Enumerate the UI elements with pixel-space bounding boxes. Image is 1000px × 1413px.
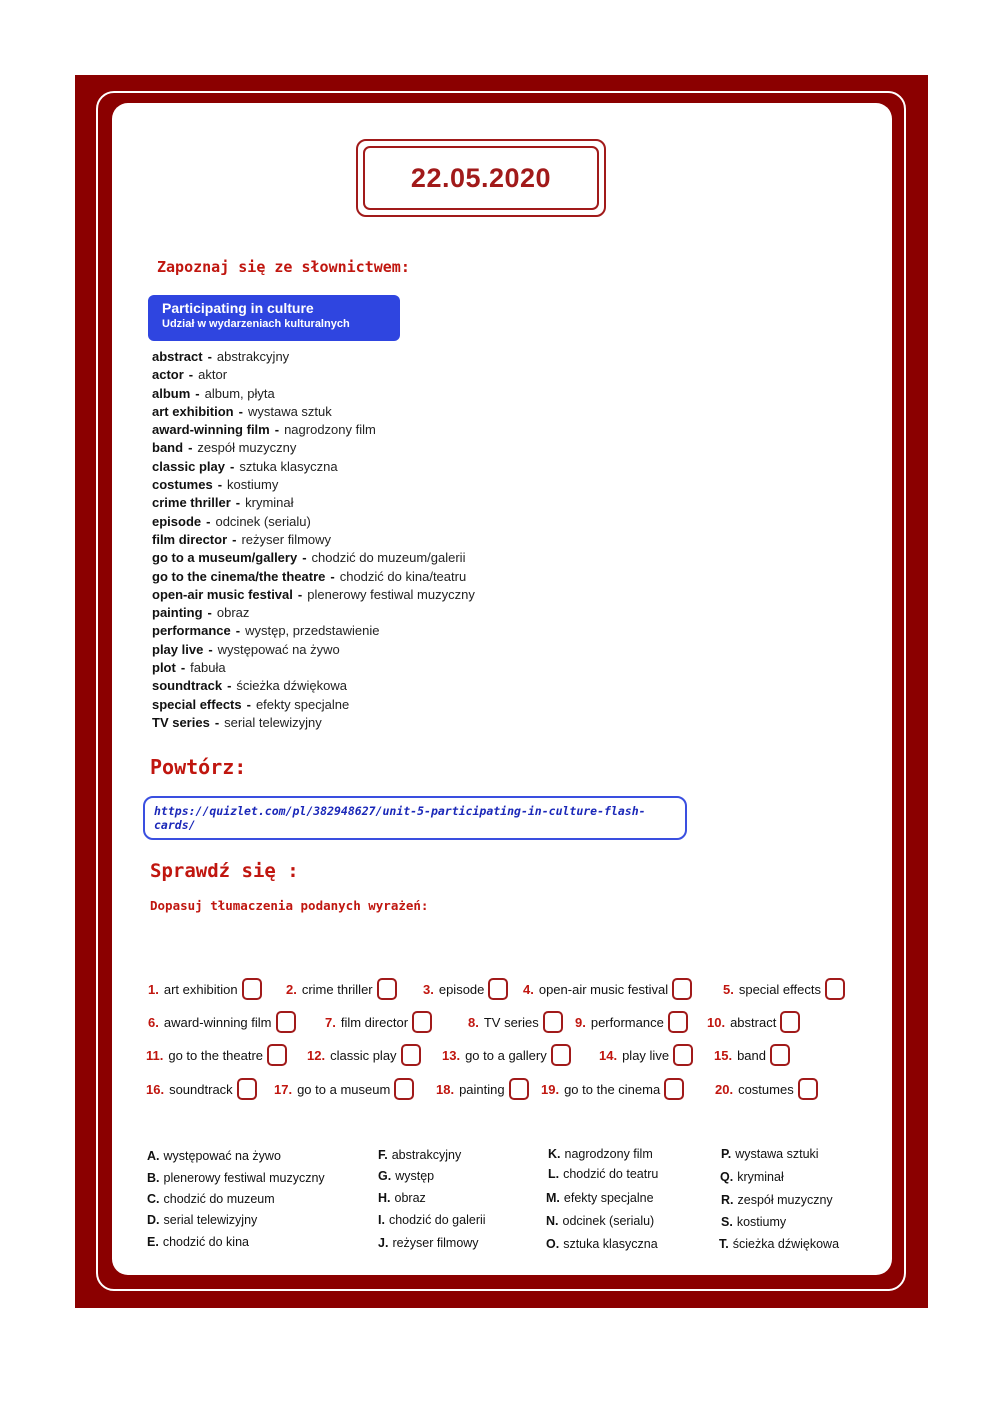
exercise-item-9: 9. performance — [575, 1011, 688, 1033]
vocab-item: open-air music festival - plenerowy festiwal muzyczny — [152, 586, 475, 602]
exercise-item-12: 12. classic play — [307, 1044, 421, 1066]
answer-checkbox[interactable] — [543, 1011, 563, 1033]
vocab-item: band - zespół muzyczny — [152, 440, 297, 456]
answer-checkbox[interactable] — [672, 978, 692, 1000]
vocab-item: crime thriller - kryminał — [152, 495, 294, 511]
vocab-banner-title: Participating in culture — [162, 300, 314, 316]
vocab-item: TV series - serial telewizyjny — [152, 714, 322, 730]
answer-option-o: O. sztuka klasyczna — [546, 1237, 658, 1251]
answer-checkbox[interactable] — [770, 1044, 790, 1066]
vocab-item: go to the cinema/the theatre - chodzić do kina/teatru — [152, 568, 467, 584]
answer-checkbox[interactable] — [551, 1044, 571, 1066]
answer-checkbox[interactable] — [412, 1011, 432, 1033]
date-box — [356, 139, 606, 217]
vocab-item: award-winning film - nagrodzony film — [152, 422, 376, 438]
answer-checkbox[interactable] — [276, 1011, 296, 1033]
vocab-item: actor - aktor — [152, 367, 228, 383]
quizlet-link[interactable]: https://quizlet.com/pl/382948627/unit-5-participating-in-culture-flash-cards/ — [154, 804, 646, 832]
repeat-heading: Powtórz: — [150, 755, 247, 779]
quizlet-link-box[interactable] — [143, 796, 687, 840]
answer-option-c: C. chodzić do muzeum — [147, 1192, 275, 1206]
answer-option-m: M. efekty specjalne — [546, 1191, 654, 1205]
exercise-item-10: 10. abstract — [707, 1011, 800, 1033]
answer-option-q: Q. kryminał — [720, 1170, 784, 1184]
exercise-item-2: 2. crime thriller — [286, 978, 397, 1000]
answer-option-k: K. nagrodzony film — [548, 1147, 653, 1161]
vocab-item: performance - występ, przedstawienie — [152, 623, 380, 639]
answer-option-e: E. chodzić do kina — [147, 1235, 249, 1249]
answer-option-j: J. reżyser filmowy — [378, 1236, 479, 1250]
exercise-item-4: 4. open-air music festival — [523, 978, 692, 1000]
answer-option-s: S. kostiumy — [721, 1215, 787, 1229]
answer-checkbox[interactable] — [377, 978, 397, 1000]
answer-checkbox[interactable] — [798, 1078, 818, 1100]
answer-checkbox[interactable] — [401, 1044, 421, 1066]
answer-checkbox[interactable] — [237, 1078, 257, 1100]
vocab-banner-subtitle: Udział w wydarzeniach kulturalnych — [162, 318, 350, 330]
vocab-list — [152, 348, 475, 732]
exercise-item-11: 11. go to the theatre — [146, 1044, 287, 1066]
exercise-item-7: 7. film director — [325, 1011, 432, 1033]
exercise-item-17: 17. go to a museum — [274, 1078, 414, 1100]
exercise-item-18: 18. painting — [436, 1078, 529, 1100]
exercise-item-19: 19. go to the cinema — [541, 1078, 684, 1100]
answer-checkbox[interactable] — [668, 1011, 688, 1033]
vocab-item: episode - odcinek (serialu) — [152, 513, 311, 529]
answer-option-i: I. chodzić do galerii — [378, 1213, 486, 1227]
vocab-item: classic play - sztuka klasyczna — [152, 458, 338, 474]
date-label: 22.05.2020 — [410, 162, 552, 193]
answer-option-g: G. występ — [378, 1169, 435, 1183]
answer-checkbox[interactable] — [267, 1044, 287, 1066]
exercise-item-15: 15. band — [714, 1044, 790, 1066]
answer-option-t: T. ścieżka dźwiękowa — [719, 1237, 840, 1251]
answer-option-h: H. obraz — [378, 1191, 426, 1205]
vocab-banner — [148, 295, 400, 341]
exercise-item-16: 16. soundtrack — [146, 1078, 257, 1100]
vocab-item: art exhibition - wystawa sztuk — [152, 403, 332, 419]
vocab-heading: Zapoznaj się ze słownictwem: — [157, 258, 410, 276]
vocab-item: film director - reżyser filmowy — [152, 531, 332, 547]
answer-checkbox[interactable] — [242, 978, 262, 1000]
exercise-item-20: 20. costumes — [715, 1078, 818, 1100]
answer-checkbox[interactable] — [780, 1011, 800, 1033]
vocab-item: soundtrack - ścieżka dźwiękowa — [152, 678, 347, 694]
exercise-item-6: 6. award-winning film — [148, 1011, 296, 1033]
exercise-item-1: 1. art exhibition — [148, 978, 262, 1000]
answer-checkbox[interactable] — [488, 978, 508, 1000]
answer-option-p: P. wystawa sztuki — [721, 1147, 819, 1161]
vocab-item: album - album, płyta — [152, 385, 275, 401]
exercise-item-3: 3. episode — [423, 978, 508, 1000]
match-instruction: Dopasuj tłumaczenia podanych wyrażeń: — [150, 898, 429, 913]
answer-checkbox[interactable] — [664, 1078, 684, 1100]
vocab-item: costumes - kostiumy — [152, 477, 279, 493]
check-heading: Sprawdź się : — [150, 860, 299, 882]
answer-option-r: R. zespół muzyczny — [721, 1193, 833, 1207]
answer-option-l: L. chodzić do teatru — [548, 1167, 659, 1181]
vocab-item: go to a museum/gallery - chodzić do muzeum/galerii — [152, 550, 466, 566]
exercise-item-5: 5. special effects — [723, 978, 845, 1000]
vocab-item: abstract - abstrakcyjny — [152, 349, 290, 364]
vocab-item: special effects - efekty specjalne — [152, 696, 350, 712]
answer-checkbox[interactable] — [394, 1078, 414, 1100]
answer-option-a: A. występować na żywo — [147, 1149, 281, 1163]
answer-checkbox[interactable] — [509, 1078, 529, 1100]
answer-option-f: F. abstrakcyjny — [378, 1148, 462, 1162]
exercise-item-14: 14. play live — [599, 1044, 693, 1066]
answer-option-n: N. odcinek (serialu) — [546, 1214, 655, 1228]
exercise-item-8: 8. TV series — [468, 1011, 563, 1033]
answer-option-b: B. plenerowy festiwal muzyczny — [147, 1171, 325, 1185]
answer-checkbox[interactable] — [825, 978, 845, 1000]
answer-option-d: D. serial telewizyjny — [147, 1213, 258, 1227]
exercise-item-13: 13. go to a gallery — [442, 1044, 571, 1066]
answer-checkbox[interactable] — [673, 1044, 693, 1066]
vocab-item: plot - fabuła — [152, 660, 226, 676]
vocab-item: painting - obraz — [152, 605, 250, 621]
vocab-item: play live - występować na żywo — [152, 641, 340, 657]
